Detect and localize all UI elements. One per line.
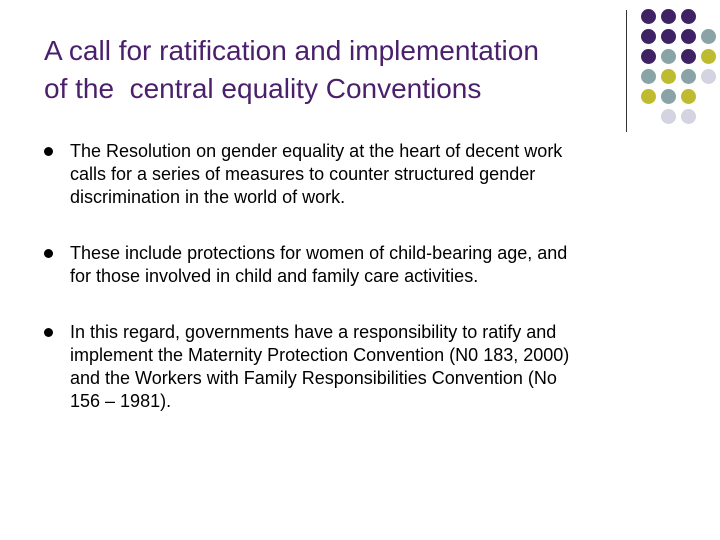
slide-title xyxy=(44,32,624,108)
dot xyxy=(661,69,676,84)
bullet-item xyxy=(44,242,664,288)
dot xyxy=(681,89,696,104)
dot xyxy=(681,69,696,84)
bullet-line: In this regard, governments have a responsibility to ratify and xyxy=(70,322,557,342)
bullet-line: These include protections for women of child-bearing age, and xyxy=(70,243,568,263)
dot xyxy=(661,49,676,64)
dot xyxy=(701,69,716,84)
bullet-line: for those involved in child and family care activities. xyxy=(70,266,479,286)
slide-title-line-1: A call for ratification and implementation xyxy=(44,35,539,66)
bullet-dot-icon xyxy=(44,328,53,337)
dot xyxy=(681,9,696,24)
dot xyxy=(661,109,676,124)
dot xyxy=(641,29,656,44)
dot xyxy=(641,9,656,24)
bullet-line: The Resolution on gender equality at the heart of decent work xyxy=(70,141,563,161)
dot xyxy=(641,89,656,104)
bullet-line: calls for a series of measures to counter structured gender xyxy=(70,164,536,184)
bullet-line: 156 – 1981). xyxy=(70,391,172,411)
dot xyxy=(681,109,696,124)
dot xyxy=(641,69,656,84)
bullet-item xyxy=(44,321,664,413)
dot xyxy=(701,29,716,44)
dot xyxy=(701,49,716,64)
bullet-line: and the Workers with Family Responsibilities Convention (No xyxy=(70,368,557,388)
bullet-line: discrimination in the world of work. xyxy=(70,187,346,207)
bullet-line: implement the Maternity Protection Convention (N0 183, 2000) xyxy=(70,345,570,365)
dot xyxy=(641,49,656,64)
bullet-text xyxy=(70,140,664,209)
title-divider xyxy=(626,10,627,132)
bullet-text xyxy=(70,242,664,288)
dot xyxy=(681,29,696,44)
bullet-list xyxy=(44,140,664,413)
dot xyxy=(661,89,676,104)
dot xyxy=(661,9,676,24)
slide-title-line-2: of the central equality Conventions xyxy=(44,73,482,104)
bullet-text xyxy=(70,321,664,413)
bullet-dot-icon xyxy=(44,249,53,258)
bullet-dot-icon xyxy=(44,147,53,156)
dot xyxy=(681,49,696,64)
dot xyxy=(661,29,676,44)
bullet-item xyxy=(44,140,664,209)
